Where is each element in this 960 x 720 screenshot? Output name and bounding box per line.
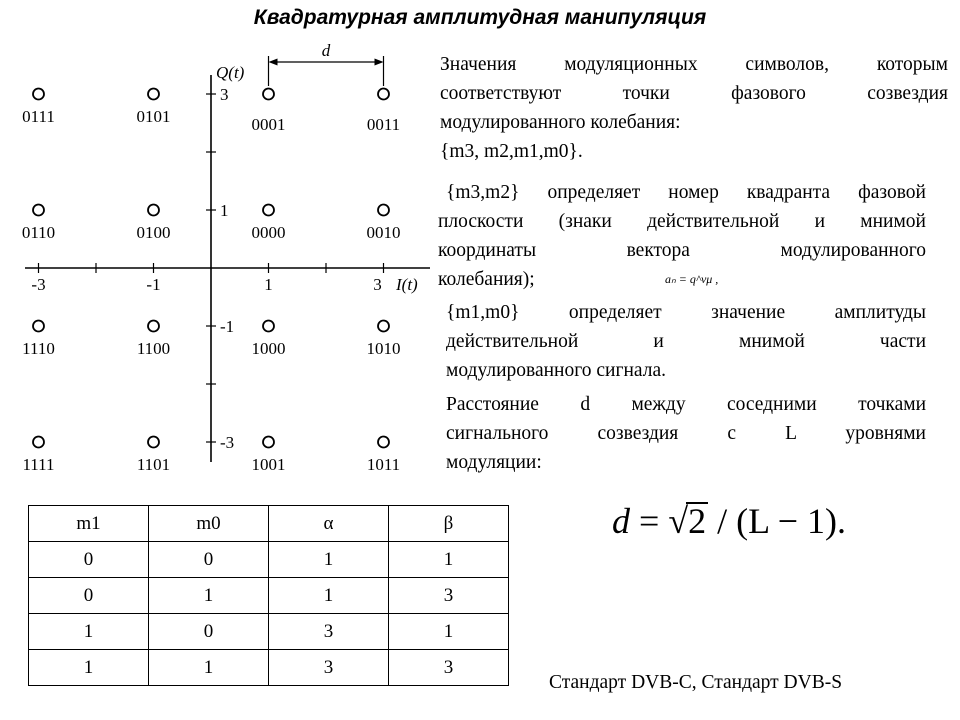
sqrt-sign: √ bbox=[668, 501, 689, 541]
point-code-label: 1001 bbox=[251, 455, 286, 474]
text-line: плоскости (знаки действительной и мнимой bbox=[438, 211, 926, 232]
text-line: соответствуют точки фазового созвездия bbox=[440, 83, 948, 104]
table-header: α bbox=[269, 506, 389, 542]
point-code-label: 0101 bbox=[136, 107, 171, 126]
text-line: Значения модуляционных символов, которым bbox=[440, 54, 948, 75]
page-title: Квадратурная амплитудная манипуляция bbox=[253, 6, 707, 29]
point-code-label: 0000 bbox=[251, 223, 286, 242]
constellation-point bbox=[148, 205, 159, 216]
table-cell: 0 bbox=[149, 614, 269, 650]
table-cell: 1 bbox=[389, 614, 509, 650]
table-row bbox=[29, 578, 509, 614]
table-cell: 0 bbox=[29, 542, 149, 578]
table-cell: 1 bbox=[269, 542, 389, 578]
text-line: Расстояние d между соседними точками bbox=[446, 394, 926, 415]
distance-formula bbox=[612, 500, 846, 542]
constellation-point bbox=[263, 89, 274, 100]
table-cell: 3 bbox=[389, 650, 509, 686]
formula-lhs: d bbox=[612, 501, 630, 541]
point-code-label: 0001 bbox=[251, 115, 286, 134]
point-code-label: 1011 bbox=[366, 455, 401, 474]
point-code-label: 1101 bbox=[136, 455, 171, 474]
paragraph-amplitude bbox=[446, 298, 926, 385]
constellation-point bbox=[148, 437, 159, 448]
table-cell: 3 bbox=[269, 650, 389, 686]
table-row bbox=[29, 650, 509, 686]
text-line: модуляции: bbox=[446, 452, 542, 473]
d-arrow-left bbox=[269, 59, 278, 66]
point-code-label: 1000 bbox=[251, 339, 286, 358]
table-header-row bbox=[29, 506, 509, 542]
table-cell: 1 bbox=[149, 578, 269, 614]
text-line: координаты вектора модулированного bbox=[438, 240, 926, 261]
x-tick-label: -3 bbox=[31, 275, 46, 294]
constellation-diagram bbox=[0, 0, 430, 480]
x-tick-label: 3 bbox=[373, 275, 382, 294]
formula-eq: = bbox=[639, 501, 660, 541]
table-header: m0 bbox=[149, 506, 269, 542]
constellation-point bbox=[148, 89, 159, 100]
amplitude-table bbox=[28, 505, 509, 686]
y-tick-label: -3 bbox=[220, 433, 235, 452]
text-line: {m3, m2,m1,m0}. bbox=[440, 141, 583, 162]
table-cell: 3 bbox=[389, 578, 509, 614]
table-header: β bbox=[389, 506, 509, 542]
i-axis-label: I(t) bbox=[396, 275, 418, 294]
y-tick-label: 1 bbox=[220, 201, 229, 220]
text-line: {m3,m2} определяет номер квадранта фазовой bbox=[446, 182, 926, 203]
text-line: модулированного колебания: bbox=[440, 112, 681, 133]
x-tick-label: -1 bbox=[146, 275, 161, 294]
quadrant-formula: aₙ = q^νμ , bbox=[665, 272, 719, 286]
constellation-point bbox=[33, 89, 44, 100]
table-cell: 1 bbox=[269, 578, 389, 614]
text-line: {m1,m0} определяет значение амплитуды bbox=[446, 302, 926, 323]
constellation-point bbox=[378, 205, 389, 216]
table-row bbox=[29, 542, 509, 578]
q-axis-label: Q(t) bbox=[216, 63, 245, 82]
text-line: сигнального созвездия с L уровнями bbox=[446, 423, 926, 444]
text-line: действительной и мнимой части bbox=[446, 331, 926, 352]
table-header: m1 bbox=[29, 506, 149, 542]
point-code-label: 1110 bbox=[22, 339, 55, 358]
point-code-label: 0011 bbox=[366, 115, 401, 134]
y-tick-label: 3 bbox=[220, 85, 229, 104]
constellation-point bbox=[33, 437, 44, 448]
constellation-point bbox=[33, 205, 44, 216]
constellation-point bbox=[263, 205, 274, 216]
table-cell: 1 bbox=[149, 650, 269, 686]
constellation-point bbox=[378, 321, 389, 332]
table-cell: 1 bbox=[29, 650, 149, 686]
point-code-label: 0110 bbox=[21, 223, 56, 242]
table-row bbox=[29, 614, 509, 650]
point-code-label: 0111 bbox=[22, 107, 55, 126]
formula-rest: / (L − 1). bbox=[717, 501, 847, 541]
point-code-label: 1100 bbox=[136, 339, 171, 358]
point-code-label: 1111 bbox=[22, 455, 55, 474]
y-tick-label: -1 bbox=[220, 317, 235, 336]
d-label: d bbox=[321, 41, 331, 60]
constellation-point bbox=[33, 321, 44, 332]
constellation-point bbox=[263, 437, 274, 448]
constellation-point bbox=[148, 321, 159, 332]
formula-root: 2 bbox=[688, 501, 707, 541]
x-tick-label: 1 bbox=[264, 275, 273, 294]
constellation-point bbox=[378, 437, 389, 448]
d-arrow-right bbox=[375, 59, 384, 66]
table-cell: 3 bbox=[269, 614, 389, 650]
paragraph-symbols bbox=[440, 50, 948, 166]
text-line: колебания); bbox=[438, 269, 535, 290]
table-cell: 0 bbox=[29, 578, 149, 614]
table-cell: 1 bbox=[389, 542, 509, 578]
text-line: модулированного сигнала. bbox=[446, 360, 666, 381]
standards-note: Стандарт DVB-C, Стандарт DVB-S bbox=[549, 672, 843, 693]
point-code-label: 1010 bbox=[366, 339, 401, 358]
paragraph-distance bbox=[446, 390, 926, 477]
constellation-point bbox=[263, 321, 274, 332]
point-code-label: 0100 bbox=[136, 223, 171, 242]
constellation-point bbox=[378, 89, 389, 100]
table-cell: 1 bbox=[29, 614, 149, 650]
table-cell: 0 bbox=[149, 542, 269, 578]
point-code-label: 0010 bbox=[366, 223, 401, 242]
